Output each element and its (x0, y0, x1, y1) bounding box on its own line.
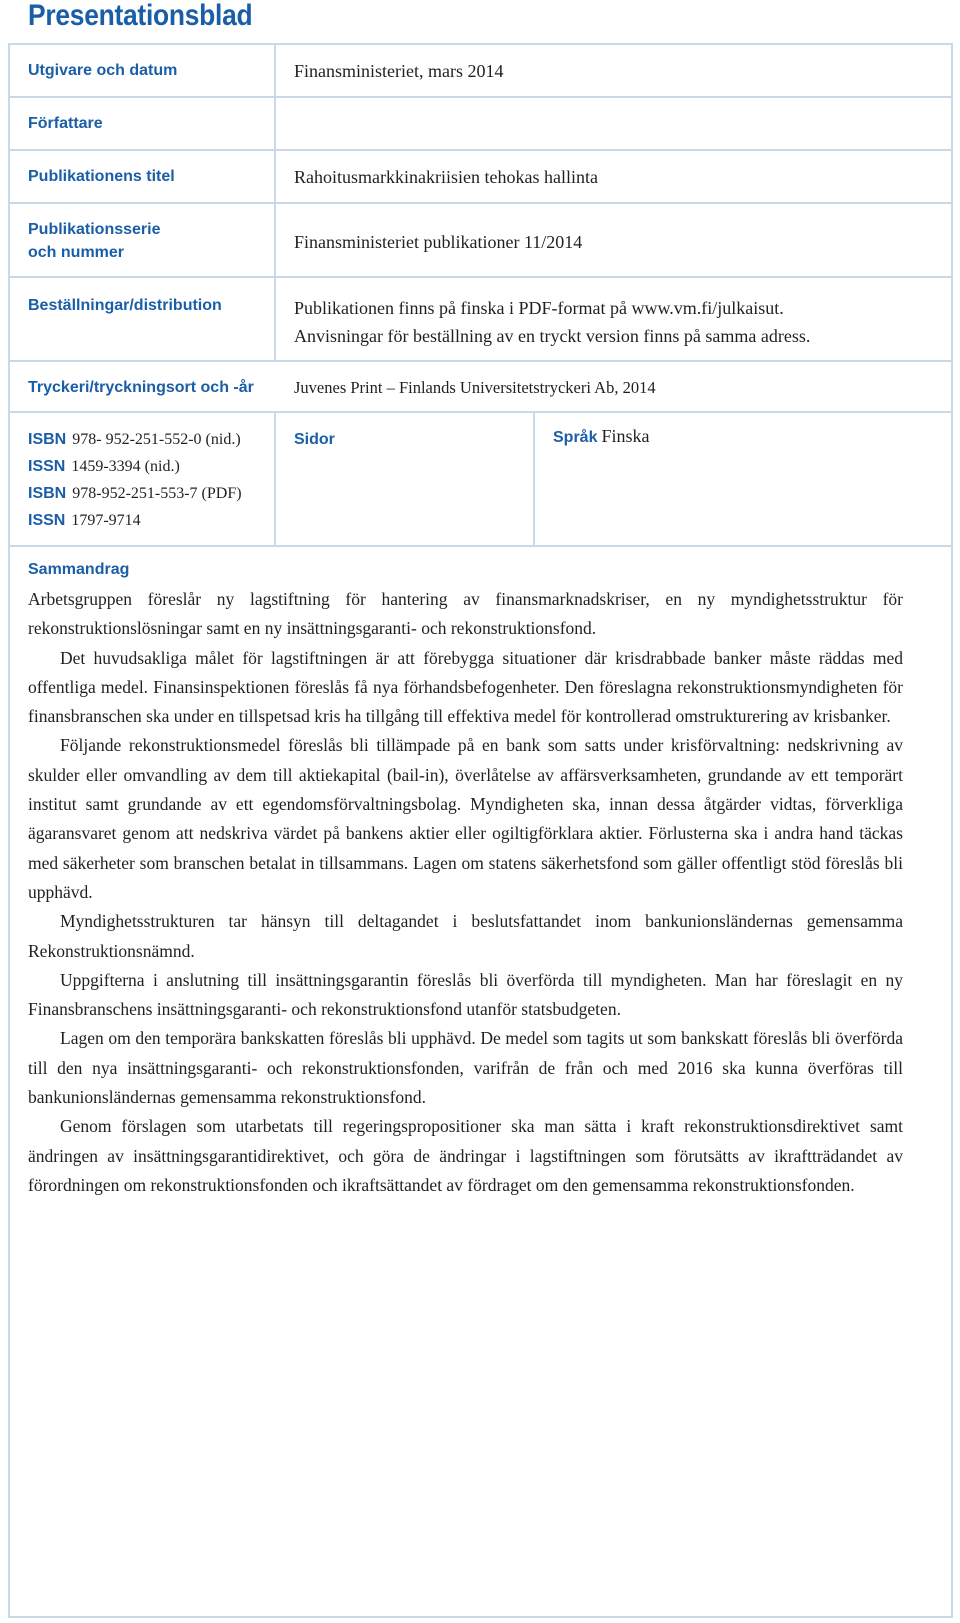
value-utgivare: Finansministeriet, mars 2014 (294, 61, 504, 81)
summary-paragraph: Det huvudsakliga målet för lagstiftningen är att förebygga situationer där krisdrabbade banker måste räddas med offentliga medel. Finansinspektionen föreslås få nya förhandsbefogenheter. Den föreslagna rekonstruktionsmyndigheten för finansbranschen ska under en tillspetsad kris ha tillgång till effektiva medel för kontrollerad omstrukturering av krisbanker. (28, 647, 903, 727)
label-bestallning: Beställningar/distribution (28, 297, 222, 314)
presentation-table (8, 43, 953, 1618)
label-serie-line1: Publikationsserie (28, 221, 161, 238)
label-sprak: Språk (553, 429, 598, 446)
row-utgivare (10, 45, 951, 98)
row-bestallning (10, 278, 951, 362)
identifier-value: 978- 952-251-552-0 (nid.) (72, 431, 241, 448)
value-serie: Finansministeriet publikationer 11/2014 (294, 232, 583, 252)
summary-paragraph: Genom förslagen som utarbetats till regeringspropositioner ska man sätta i kraft rekonstruktionsdirektivet samt ändringen av insättningsgarantidirektivet, och göra de ändringar i lagstiftningen som förutsätts av ikraftträdandet av förordningen om rekonstruktionsfonden och ikraftsättandet av fördraget om den gemensamma rekonstruktionsfonden. (28, 1116, 903, 1195)
row-serie (10, 204, 951, 278)
row-identifiers (10, 413, 951, 547)
summary-heading: Sammandrag (28, 561, 130, 578)
summary-section (28, 557, 903, 1200)
summary-paragraph: Följande rekonstruktionsmedel föreslås bli tillämpade på en bank som satts under krisförvaltning: nedskrivning av skulder eller omvandling av dem till aktiekapital (bail-in), överlåtelse av affärsverksamheten, grundande av ett temporärt institut samt grundande av ett egendomsförvaltningsbolag. Myndigheten ska, innan dessa åtgärder vidtas, förverkliga ägaransvaret genom att nedskriva värdet på bankens aktier eller ogiltigförklara aktier. Förlusterna ska i andra hand täckas med säkerheter som branschen betalat in tillsammans. Lagen om statens säkerhetsfond som gäller offentligt stöd föreslås bli upphävd. (28, 735, 903, 902)
row-titel (10, 151, 951, 204)
label-tryckeri: Tryckeri/tryckningsort och -år (28, 379, 254, 396)
label-forfattare: Författare (28, 115, 103, 132)
value-tryckeri: Juvenes Print – Finlands Universitetstryckeri Ab, 2014 (294, 378, 656, 397)
identifier-key: ISSN (28, 458, 66, 475)
label-serie-line2: och nummer (28, 244, 125, 261)
summary-paragraph: Myndighetsstrukturen tar hänsyn till deltagandet i beslutsfattandet inom bankunionsländernas gemensamma Rekonstruktionsnämnd. (28, 911, 903, 961)
value-sprak: Finska (601, 426, 650, 446)
value-titel: Rahoitusmarkkinakriisien tehokas hallinta (294, 167, 598, 187)
value-bestallning-line1: Publikationen finns på finska i PDF-format på www.vm.fi/julkaisut. (294, 298, 784, 318)
identifier-key: ISBN (28, 431, 67, 448)
identifier-value: 1459-3394 (nid.) (71, 458, 180, 475)
identifier-line (28, 480, 242, 507)
label-titel: Publikationens titel (28, 168, 175, 185)
summary-paragraph: Uppgifterna i anslutning till insättningsgarantin föreslås bli överförda till myndigheten. Man har föreslagit en ny Finansbranschens insättningsgaranti- och rekonstruktionsfond utanför statsbudgeten. (28, 969, 903, 1020)
row-tryckeri (10, 362, 951, 413)
label-utgivare: Utgivare och datum (28, 62, 178, 79)
identifier-line (28, 507, 141, 534)
identifier-value: 1797-9714 (71, 512, 141, 529)
page-title: Presentationsblad (28, 0, 253, 32)
identifier-line (28, 426, 241, 453)
identifier-line (28, 453, 180, 480)
identifier-value: 978-952-251-553-7 (PDF) (72, 485, 242, 502)
summary-paragraph: Arbetsgruppen föreslår ny lagstiftning för hantering av finansmarknadskriser, en ny myndighetsstruktur för rekonstruktionslösningar samt en ny insättningsgaranti- och rekonstruktionsfond. (28, 589, 903, 639)
identifier-key: ISSN (28, 512, 66, 529)
identifier-key: ISBN (28, 485, 67, 502)
label-sidor: Sidor (294, 431, 335, 448)
sprak-cell (553, 426, 649, 447)
value-bestallning-line2: Anvisningar för beställning av en tryckt version finns på samma adress. (294, 326, 811, 346)
row-forfattare (10, 98, 951, 151)
summary-paragraph: Lagen om den temporära bankskatten föreslås bli upphävd. De medel som tagits ut som bankskatt föreslås bli överförda till den nya insättningsgaranti- och rekonstruktionsfonden, varifrån de från och med 2016 ska kunna överföras till bankunionsländernas gemensamma rekonstruktionsfond. (28, 1028, 903, 1108)
